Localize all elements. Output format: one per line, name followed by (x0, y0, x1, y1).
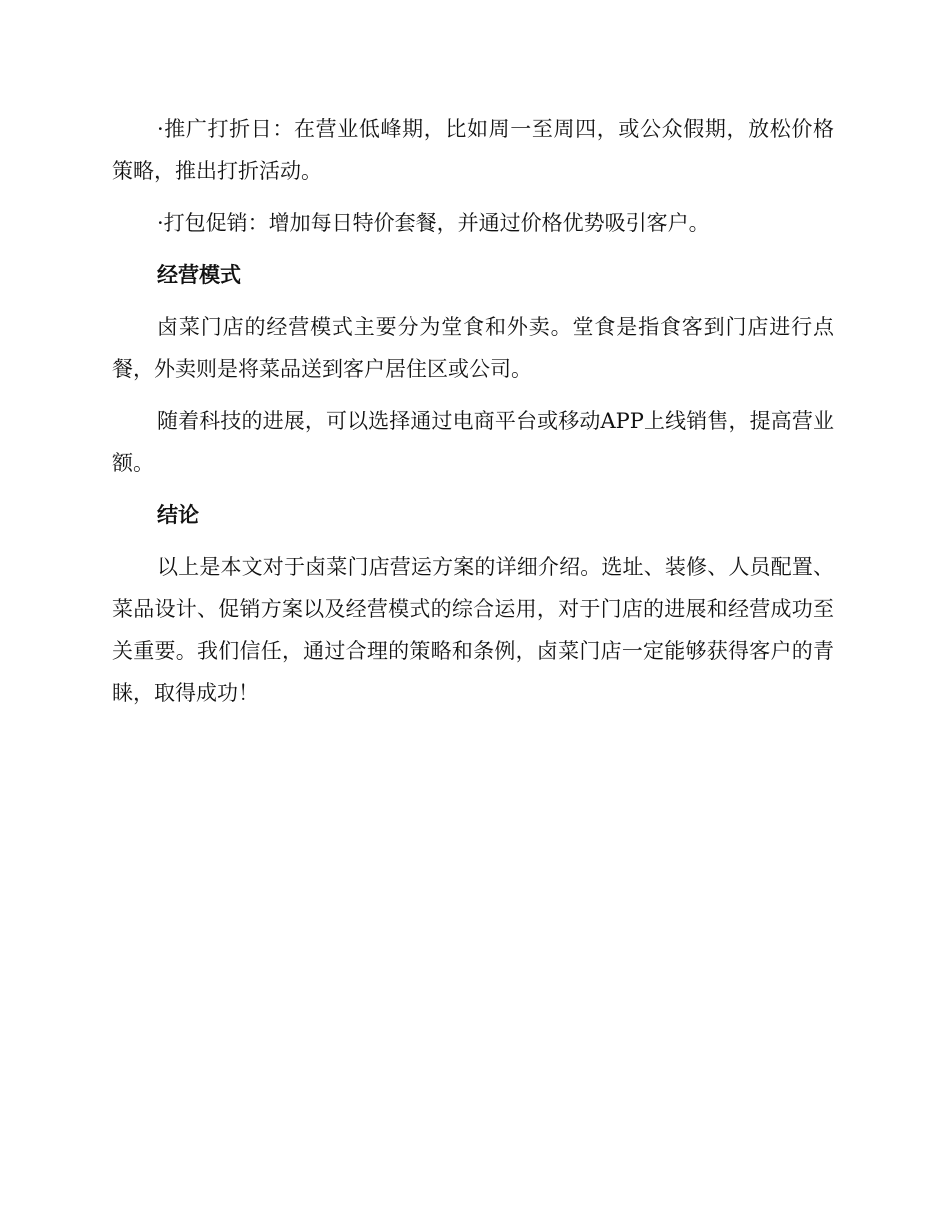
paragraph-business-model-2: 随着科技的进展，可以选择通过电商平台或移动APP上线销售，提高营业额。 (112, 409, 834, 475)
document-body (112, 108, 834, 724)
section-heading-conclusion: 结论 (157, 503, 199, 527)
bullet-bundle-promotion: ·打包促销：增加每日特价套餐，并通过价格优势吸引客户。 (157, 211, 710, 235)
paragraph-conclusion-1: 以上是本文对于卤菜门店营运方案的详细介绍。选址、装修、人员配置、菜品设计、促销方案以及经营模式的综合运用，对于门店的进展和经营成功至关重要。我们信任，通过合理的策略和条例，卤菜门店一定能够获得客户的青睐，取得成功！ (112, 555, 834, 705)
section-heading-business-model: 经营模式 (157, 263, 241, 287)
bullet-discount-days: ·推广打折日：在营业低峰期，比如周一至周四，或公众假期，放松价格策略，推出打折活动。 (112, 117, 834, 183)
paragraph-business-model-1: 卤菜门店的经营模式主要分为堂食和外卖。堂食是指食客到门店进行点餐，外卖则是将菜品送到客户居住区或公司。 (112, 315, 834, 381)
